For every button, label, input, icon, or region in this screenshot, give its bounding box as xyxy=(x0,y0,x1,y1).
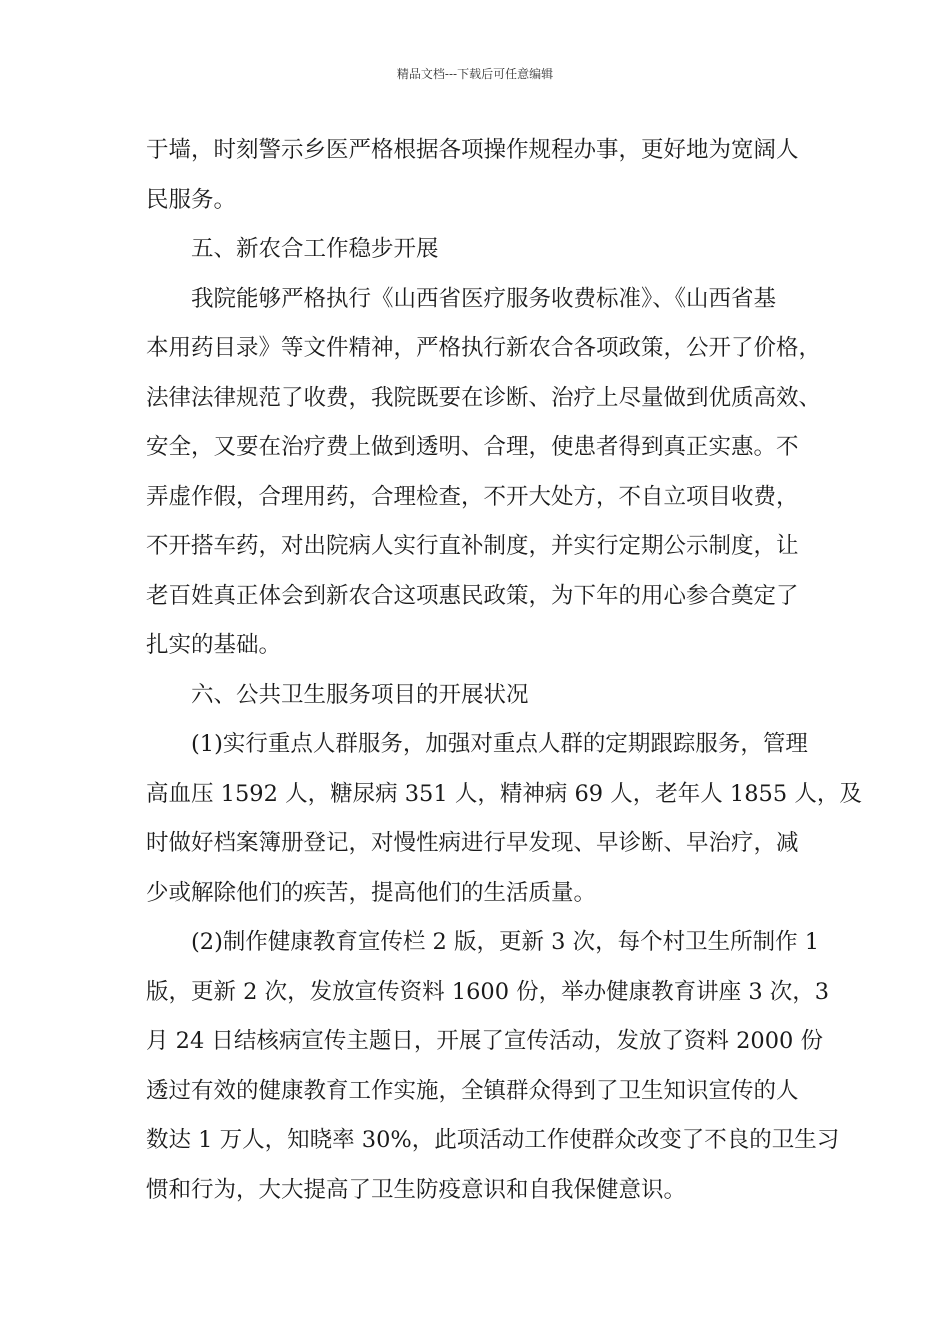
body-line: 弄虚作假，合理用药，合理检查，不开大处方，不自立项目收费， xyxy=(146,483,799,510)
body-line: 版，更新 2 次，发放宣传资料 1600 份，举办健康教育讲座 3 次，3 xyxy=(146,978,830,1005)
body-line: 时做好档案簿册登记，对慢性病进行早发现、早诊断、早治疗，减 xyxy=(146,830,799,856)
body-line: 少或解除他们的疾苦，提高他们的生活质量。 xyxy=(146,879,597,906)
body-line: 不开搭车药，对出院病人实行直补制度，并实行定期公示制度，让 xyxy=(146,533,799,559)
body-line: 安全，又要在治疗费上做到透明、合理，使患者得到真正实惠。不 xyxy=(146,434,799,460)
document-body xyxy=(146,126,862,1215)
body-line: 法律法律规范了收费，我院既要在诊断、治疗上尽量做到优质高效、 xyxy=(146,384,822,411)
section-heading: 五、新农合工作稳步开展 xyxy=(191,236,439,262)
body-line: 本用药目录》等文件精神，严格执行新农合各项政策，公开了价格， xyxy=(146,335,822,361)
body-line: 于墙，时刻警示乡医严格根据各项操作规程办事，更好地为宽阔人 xyxy=(146,137,799,163)
paragraph-first-line: (1)实行重点人群服务，加强对重点人群的定期跟踪服务，管理 xyxy=(191,731,808,757)
body-line: 高血压 1592 人，糖尿病 351 人，精神病 69 人，老年人 1855 人，及 xyxy=(146,780,862,807)
body-line: 扎实的基础。 xyxy=(146,632,282,658)
paragraph-first-line: (2)制作健康教育宣传栏 2 版，更新 3 次，每个村卫生所制作 1 xyxy=(191,929,820,955)
body-line: 月 24 日结核病宣传主题日，开展了宣传活动，发放了资料 2000 份 xyxy=(146,1028,824,1054)
body-line: 老百姓真正体会到新农合这项惠民政策，为下年的用心参合奠定了 xyxy=(146,582,799,609)
body-line: 数达 1 万人，知晓率 30%，此项活动工作使群众改变了不良的卫生习 xyxy=(146,1127,840,1153)
paragraph-first-line: 我院能够严格执行《山西省医疗服务收费标准》、《山西省基 xyxy=(191,285,777,312)
body-line: 惯和行为，大大提高了卫生防疫意识和自我保健意识。 xyxy=(146,1176,687,1203)
body-line: 透过有效的健康教育工作实施，全镇群众得到了卫生知识宣传的人 xyxy=(146,1077,799,1104)
page-header: 精品文档---下载后可任意编辑 xyxy=(396,67,554,81)
section-heading: 六、公共卫生服务项目的开展状况 xyxy=(191,681,529,708)
body-line: 民服务。 xyxy=(146,186,237,213)
